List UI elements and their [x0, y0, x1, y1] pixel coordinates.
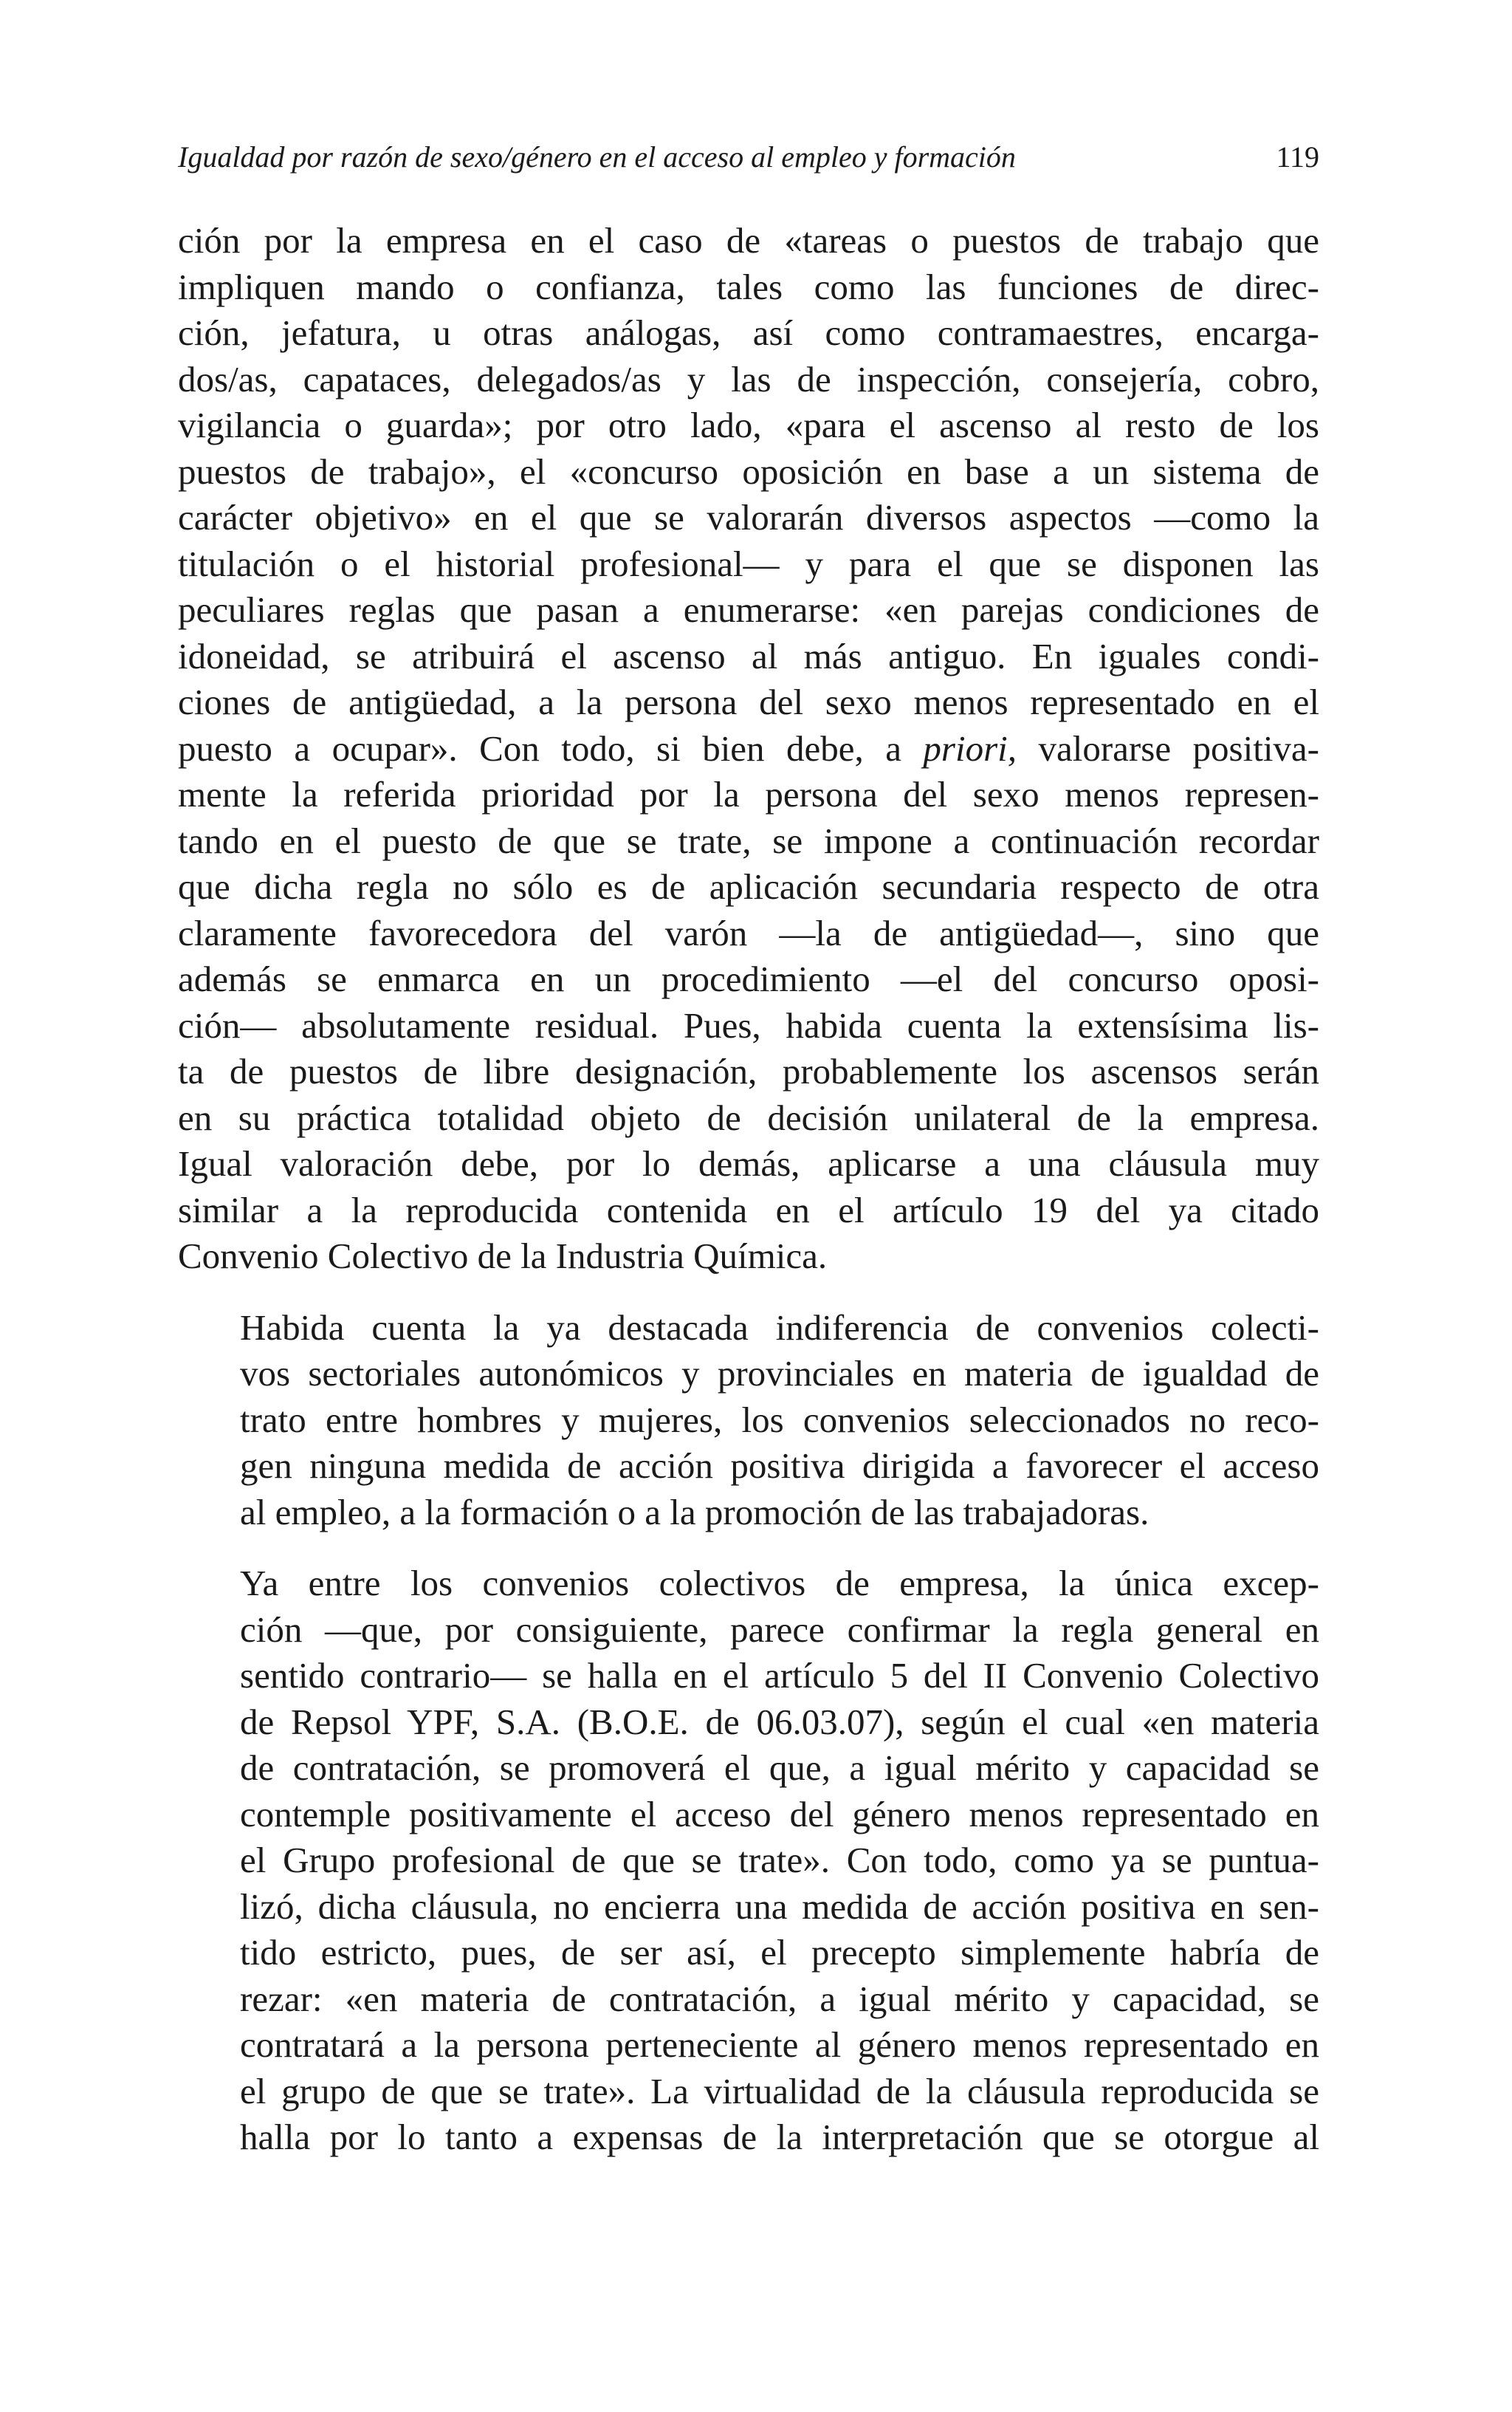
text-line: ción, jefatura, u otras análogas, así como contramaestres, encarga- — [178, 312, 1319, 353]
running-header — [178, 135, 1319, 179]
text-line: que dicha regla no sólo es de aplicación secundaria respecto de otra — [178, 866, 1319, 907]
body-text — [178, 218, 1319, 2161]
text-line: de Repsol YPF, S.A. (B.O.E. de 06.03.07), según el cual «en materia — [240, 1701, 1319, 1742]
text-line: tido estricto, pues, de ser así, el precepto simplemente habría de — [240, 1932, 1319, 1973]
text-line: ción— absolutamente residual. Pues, habida cuenta la extensísima lis- — [178, 1004, 1319, 1046]
running-title: Igualdad por razón de sexo/género en el acceso al empleo y formación — [178, 140, 1016, 174]
text-line: Ya entre los convenios colectivos de empresa, la única excep- — [240, 1563, 1319, 1603]
text-line: sentido contrario— se halla en el artículo 5 del II Convenio Colectivo — [240, 1655, 1319, 1696]
text-line: ción —que, por consiguiente, parece confirmar la regla general en — [240, 1608, 1319, 1650]
text-line: Habida cuenta la ya destacada indiferencia de convenios colecti- — [240, 1306, 1319, 1348]
text-line: al empleo, a la formación o a la promoción de las trabajadoras. — [240, 1491, 1150, 1532]
text-line: trato entre hombres y mujeres, los convenios seleccionados no reco- — [240, 1399, 1319, 1440]
text-line: contemple positivamente el acceso del género menos representado en — [240, 1793, 1319, 1834]
text-line: puestos de trabajo», el «concurso oposición en base a un sistema de — [178, 450, 1319, 492]
text-line: el Grupo profesional de que se trate». Con todo, como ya se puntua- — [240, 1840, 1319, 1880]
text-line: idoneidad, se atribuirá el ascenso al más antiguo. En iguales condi- — [178, 635, 1319, 676]
paragraph-1 — [178, 218, 1319, 1280]
text-line: peculiares reglas que pasan a enumerarse: «en parejas condiciones de — [178, 589, 1319, 630]
text-line: similar a la reproducida contenida en el artículo 19 del ya citado — [178, 1189, 1319, 1230]
text-line-with-italic — [178, 726, 1319, 772]
text-line: mente la referida prioridad por la persona del sexo menos represen- — [178, 774, 1319, 815]
text-line: halla por lo tanto a expensas de la interpretación que se otorgue al — [240, 2117, 1319, 2157]
text-line: carácter objetivo» en el que se valorarán diversos aspectos —como la — [178, 497, 1319, 538]
text-line: contratará a la persona perteneciente al género menos representado en — [240, 2024, 1319, 2065]
italic-term: priori, — [923, 727, 1017, 769]
text-line: claramente favorecedora del varón —la de antigüedad—, sino que — [178, 912, 1319, 953]
text-line: vos sectoriales autonómicos y provinciales en materia de igualdad de — [240, 1353, 1319, 1394]
text-line: lizó, dicha cláusula, no encierra una medida de acción positiva en sen- — [240, 1885, 1319, 1927]
text-line: Igual valoración debe, por lo demás, aplicarse a una cláusula muy — [178, 1143, 1319, 1184]
paragraph-2 — [178, 1305, 1319, 1536]
text-line: vigilancia o guarda»; por otro lado, «para el ascenso al resto de los — [178, 405, 1319, 445]
paragraph-3 — [178, 1560, 1319, 2161]
text-line: gen ninguna medida de acción positiva dirigida a favorecer el acceso — [240, 1445, 1319, 1486]
text-line: el grupo de que se trate». La virtualidad de la cláusula reproducida se — [240, 2070, 1319, 2111]
text-line: de contratación, se promoverá el que, a igual mérito y capacidad se — [240, 1747, 1319, 1788]
text-line: titulación o el historial profesional— y para el que se disponen las — [178, 543, 1319, 584]
text-line: además se enmarca en un procedimiento —el del concurso oposi- — [178, 959, 1319, 999]
text-line: impliquen mando o confianza, tales como las funciones de direc- — [178, 266, 1319, 307]
text-line: en su práctica totalidad objeto de decisión unilateral de la empresa. — [178, 1097, 1319, 1138]
text-line: tando en el puesto de que se trate, se impone a continuación recordar — [178, 820, 1319, 861]
text-line: ción por la empresa en el caso de «tareas o puestos de trabajo que — [178, 220, 1319, 261]
text-line: ciones de antigüedad, a la persona del sexo menos representado en el — [178, 682, 1319, 722]
page-number: 119 — [1276, 140, 1319, 174]
text-line: dos/as, capataces, delegados/as y las de inspección, consejería, cobro, — [178, 358, 1319, 400]
text-line: rezar: «en materia de contratación, a igual mérito y capacidad, se — [240, 1978, 1319, 2019]
text-segment: valorarse positiva- — [1017, 727, 1319, 769]
text-line: ta de puestos de libre designación, probablemente los ascensos serán — [178, 1051, 1319, 1092]
text-segment: puesto a ocupar». Con todo, si bien debe, a — [178, 727, 924, 769]
text-line: Convenio Colectivo de la Industria Química. — [178, 1236, 828, 1276]
